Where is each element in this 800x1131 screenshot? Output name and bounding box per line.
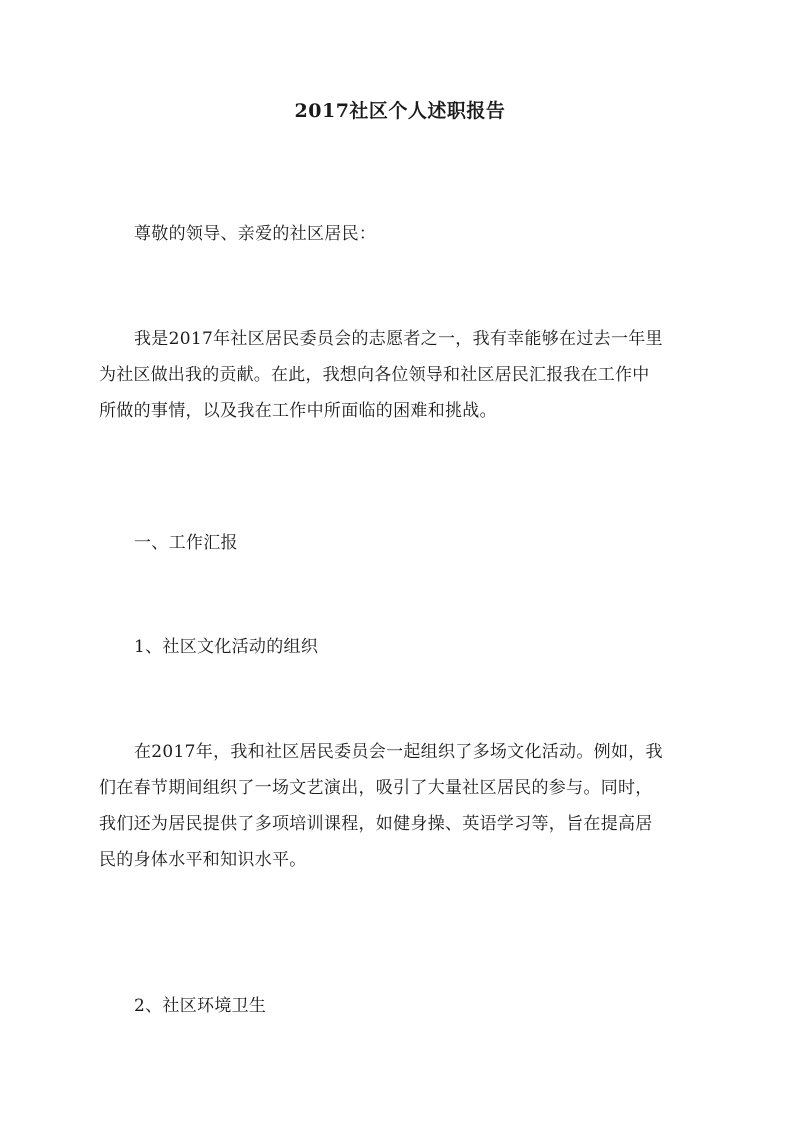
subsection-heading-2 <box>134 988 714 1024</box>
intro-line: 为社区做出我的贡献。在此，我想向各位领导和社区居民汇报我在工作中 <box>99 365 650 385</box>
section-heading-text: 一、工作汇报 <box>134 533 238 553</box>
subsection-heading-text: 2、社区环境卫生 <box>134 996 267 1016</box>
subsection-heading-1 <box>134 629 714 665</box>
document-title: 2017社区个人述职报告 <box>294 100 506 122</box>
body-line: 民的身体水平和知识水平。 <box>99 850 307 870</box>
subsection-heading-text: 1、社区文化活动的组织 <box>134 637 319 657</box>
intro-paragraph <box>99 321 679 429</box>
intro-line: 我是2017年社区居民委员会的志愿者之一，我有幸能够在过去一年里 <box>134 329 663 349</box>
section-heading <box>134 525 714 561</box>
intro-line: 所做的事情，以及我在工作中所面临的困难和挑战。 <box>99 401 497 421</box>
greeting <box>134 216 714 252</box>
greeting-text: 尊敬的领导、亲爱的社区居民： <box>134 224 377 244</box>
subsection-1-paragraph <box>99 734 679 878</box>
body-line: 我们还为居民提供了多项培训课程，如健身操、英语学习等，旨在提高居 <box>99 814 653 834</box>
body-line: 在2017年，我和社区居民委员会一起组织了多场文化活动。例如，我 <box>134 742 663 762</box>
body-line: 们在春节期间组织了一场文艺演出，吸引了大量社区居民的参与。同时， <box>99 778 653 798</box>
